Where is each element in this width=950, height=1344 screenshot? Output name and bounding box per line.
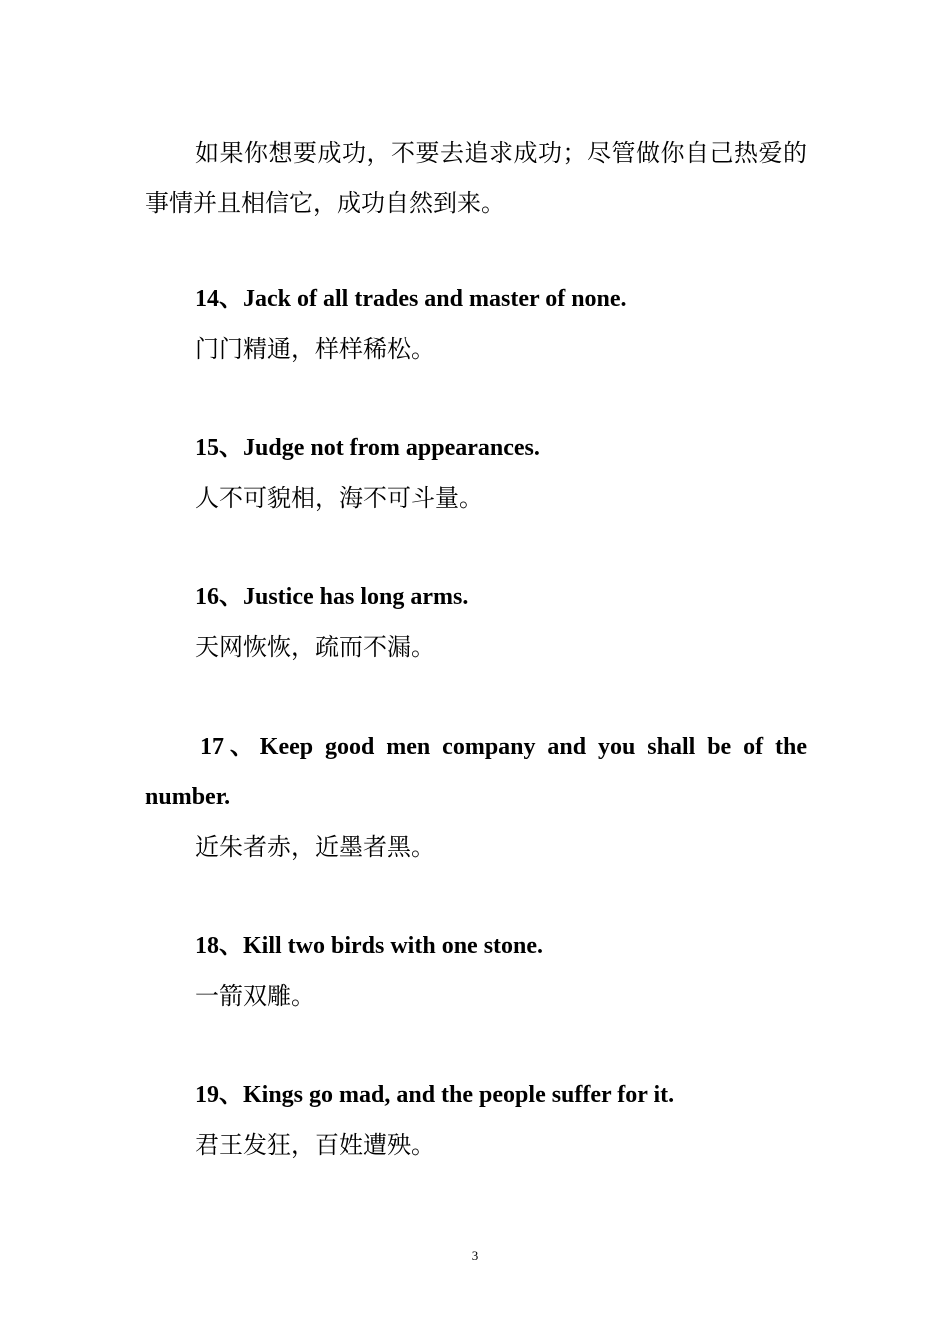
proverb-entry-16 <box>145 572 807 672</box>
page-number: 3 <box>471 1248 479 1263</box>
proverb-chinese: 人不可貌相，海不可斗量。 <box>195 484 483 512</box>
proverb-entry-18 <box>145 921 807 1021</box>
proverb-entry-17 <box>145 722 807 872</box>
proverb-english: 17、Keep good men company and you shall be of the number. <box>145 734 807 810</box>
proverb-chinese: 一箭双雕。 <box>195 982 315 1010</box>
proverb-entry-15 <box>145 423 807 523</box>
proverb-english: 19、Kings go mad, and the people suffer for it. <box>195 1082 675 1108</box>
intro-paragraph: 如果你想要成功，不要去追求成功；尽管做你自己热爱的事情并且相信它，成功自然到来。 <box>145 139 807 217</box>
proverb-chinese: 门门精通，样样稀松。 <box>195 335 435 363</box>
proverb-english: 18、Kill two birds with one stone. <box>195 933 544 959</box>
proverb-english: 14、Jack of all trades and master of none. <box>195 286 627 312</box>
proverb-english: 15、Judge not from appearances. <box>195 435 540 461</box>
proverb-english: 16、Justice has long arms. <box>195 584 469 610</box>
proverb-entry-14 <box>145 274 807 374</box>
proverb-chinese: 近朱者赤，近墨者黑。 <box>195 833 435 861</box>
proverb-entry-19 <box>145 1070 807 1170</box>
proverb-chinese: 君王发狂，百姓遭殃。 <box>195 1131 435 1159</box>
proverb-chinese: 天网恢恢，疏而不漏。 <box>195 633 435 661</box>
